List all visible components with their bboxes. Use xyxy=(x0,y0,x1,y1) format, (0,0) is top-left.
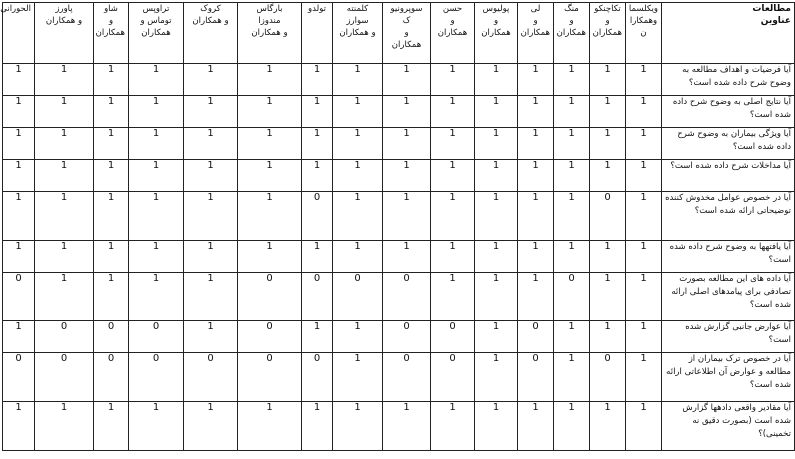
table-body xyxy=(3,64,795,451)
score-cell: 0 xyxy=(590,192,626,241)
score-cell: 1 xyxy=(590,128,626,160)
score-cell: 1 xyxy=(431,402,475,451)
score-cell: 1 xyxy=(431,128,475,160)
score-cell: 0 xyxy=(35,321,94,353)
table-row xyxy=(3,402,795,451)
score-cell: 1 xyxy=(383,402,431,451)
score-cell: 1 xyxy=(184,96,238,128)
score-cell: 0 xyxy=(238,273,302,321)
score-cell: 1 xyxy=(238,64,302,96)
header-study: منگ و همکاران xyxy=(554,3,590,64)
header-study: پاورز و همکاران xyxy=(35,3,94,64)
score-cell: 0 xyxy=(590,353,626,402)
score-cell: 1 xyxy=(184,160,238,192)
header-study: بارگاس مندوزا و همکاران xyxy=(238,3,302,64)
score-cell: 1 xyxy=(626,321,662,353)
score-cell: 1 xyxy=(518,64,554,96)
score-cell: 1 xyxy=(94,160,129,192)
score-cell: 1 xyxy=(626,402,662,451)
score-cell: 1 xyxy=(626,192,662,241)
table-row xyxy=(3,64,795,96)
score-cell: 1 xyxy=(238,128,302,160)
header-study: تراوپس توماس و همکاران xyxy=(129,3,184,64)
score-cell: 1 xyxy=(590,321,626,353)
score-cell: 1 xyxy=(518,96,554,128)
score-cell: 1 xyxy=(475,96,518,128)
criteria-cell: آیا فرضیات و اهداف مطالعه به وضوح شرح داده شده است؟ xyxy=(662,64,795,96)
criteria-cell: آیا یافتهها به وضوح شرح داده شده است؟ xyxy=(662,241,795,273)
score-cell: 1 xyxy=(554,160,590,192)
score-cell: 1 xyxy=(94,96,129,128)
score-cell: 0 xyxy=(302,192,333,241)
score-cell: 1 xyxy=(475,353,518,402)
score-cell: 0 xyxy=(35,353,94,402)
score-cell: 1 xyxy=(383,241,431,273)
score-cell: 1 xyxy=(475,192,518,241)
score-cell: 1 xyxy=(35,402,94,451)
score-cell: 1 xyxy=(626,64,662,96)
score-cell: 0 xyxy=(129,321,184,353)
score-cell: 1 xyxy=(475,160,518,192)
score-cell: 1 xyxy=(129,273,184,321)
score-cell: 1 xyxy=(383,64,431,96)
table-row xyxy=(3,273,795,321)
score-cell: 1 xyxy=(238,241,302,273)
score-cell: 0 xyxy=(554,273,590,321)
score-cell: 1 xyxy=(184,64,238,96)
score-cell: 1 xyxy=(518,160,554,192)
score-cell: 0 xyxy=(431,353,475,402)
score-cell: 1 xyxy=(626,273,662,321)
score-cell: 1 xyxy=(333,353,383,402)
score-cell: 1 xyxy=(626,128,662,160)
score-cell: 1 xyxy=(554,353,590,402)
score-cell: 1 xyxy=(475,241,518,273)
table-row xyxy=(3,353,795,402)
table-row xyxy=(3,321,795,353)
score-cell: 1 xyxy=(3,402,35,451)
score-cell: 0 xyxy=(302,273,333,321)
score-cell: 1 xyxy=(35,96,94,128)
score-cell: 0 xyxy=(431,321,475,353)
header-study: لی و همکاران xyxy=(518,3,554,64)
score-cell: 1 xyxy=(129,241,184,273)
score-cell: 1 xyxy=(184,402,238,451)
score-cell: 1 xyxy=(35,241,94,273)
header-study: شاو و همکاران xyxy=(94,3,129,64)
header-criteria: مطالعات عناوین xyxy=(662,3,795,64)
score-cell: 1 xyxy=(129,160,184,192)
score-cell: 0 xyxy=(518,353,554,402)
score-cell: 1 xyxy=(129,192,184,241)
score-cell: 1 xyxy=(475,402,518,451)
score-cell: 0 xyxy=(238,321,302,353)
score-cell: 0 xyxy=(184,353,238,402)
score-cell: 0 xyxy=(94,321,129,353)
score-cell: 1 xyxy=(302,128,333,160)
score-cell: 1 xyxy=(431,64,475,96)
score-cell: 1 xyxy=(35,160,94,192)
score-cell: 1 xyxy=(590,241,626,273)
criteria-cell: آیا نتایج اصلی به وضوح شرح داده شده است؟ xyxy=(662,96,795,128)
score-cell: 1 xyxy=(333,241,383,273)
score-cell: 1 xyxy=(431,273,475,321)
score-cell: 1 xyxy=(35,128,94,160)
score-cell: 1 xyxy=(518,273,554,321)
score-cell: 1 xyxy=(94,241,129,273)
score-cell: 1 xyxy=(431,241,475,273)
score-cell: 1 xyxy=(590,273,626,321)
header-study: تولدو xyxy=(302,3,333,64)
table-row xyxy=(3,160,795,192)
score-cell: 1 xyxy=(431,192,475,241)
score-cell: 0 xyxy=(238,353,302,402)
score-cell: 1 xyxy=(554,128,590,160)
quality-assessment-table xyxy=(2,2,795,451)
score-cell: 1 xyxy=(35,64,94,96)
score-cell: 1 xyxy=(518,128,554,160)
score-cell: 0 xyxy=(383,321,431,353)
score-cell: 1 xyxy=(184,128,238,160)
score-cell: 1 xyxy=(431,160,475,192)
score-cell: 1 xyxy=(590,160,626,192)
score-cell: 0 xyxy=(302,353,333,402)
score-cell: 1 xyxy=(333,96,383,128)
header-study: تکاچنکو و همکاران xyxy=(590,3,626,64)
score-cell: 1 xyxy=(333,160,383,192)
score-cell: 1 xyxy=(383,128,431,160)
score-cell: 1 xyxy=(475,273,518,321)
score-cell: 1 xyxy=(518,402,554,451)
score-cell: 1 xyxy=(518,192,554,241)
score-cell: 1 xyxy=(554,96,590,128)
score-cell: 1 xyxy=(383,160,431,192)
header-study: کروک و همکاران xyxy=(184,3,238,64)
score-cell: 1 xyxy=(302,160,333,192)
criteria-cell: آیا در خصوص ترک بیماران از مطالعه و عوارض آن اطلاعاتی ارائه شده است؟ xyxy=(662,353,795,402)
score-cell: 1 xyxy=(302,402,333,451)
table-row xyxy=(3,128,795,160)
score-cell: 1 xyxy=(333,321,383,353)
score-cell: 1 xyxy=(554,192,590,241)
score-cell: 1 xyxy=(3,128,35,160)
score-cell: 1 xyxy=(475,128,518,160)
score-cell: 1 xyxy=(184,241,238,273)
score-cell: 0 xyxy=(3,273,35,321)
score-cell: 1 xyxy=(302,96,333,128)
score-cell: 1 xyxy=(129,64,184,96)
score-cell: 1 xyxy=(302,64,333,96)
score-cell: 1 xyxy=(302,321,333,353)
score-cell: 1 xyxy=(626,353,662,402)
table-row xyxy=(3,96,795,128)
score-cell: 1 xyxy=(333,128,383,160)
score-cell: 1 xyxy=(554,402,590,451)
score-cell: 1 xyxy=(302,241,333,273)
score-cell: 0 xyxy=(383,273,431,321)
score-cell: 1 xyxy=(590,64,626,96)
score-cell: 0 xyxy=(518,321,554,353)
score-cell: 1 xyxy=(129,128,184,160)
header-study: الحورانی xyxy=(3,3,35,64)
score-cell: 1 xyxy=(554,241,590,273)
score-cell: 1 xyxy=(94,64,129,96)
score-cell: 1 xyxy=(184,273,238,321)
score-cell: 1 xyxy=(626,241,662,273)
table-row xyxy=(3,192,795,241)
score-cell: 1 xyxy=(518,241,554,273)
criteria-cell: آیا عوارض جانبی گزارش شده است؟ xyxy=(662,321,795,353)
criteria-cell: آیا مقادیر واقعی دادهها گزارش شده است (بصورت دقیق نه تخمینی)؟ xyxy=(662,402,795,451)
score-cell: 1 xyxy=(431,96,475,128)
score-cell: 1 xyxy=(3,241,35,273)
score-cell: 1 xyxy=(333,192,383,241)
score-cell: 1 xyxy=(238,160,302,192)
score-cell: 1 xyxy=(333,64,383,96)
score-cell: 0 xyxy=(94,353,129,402)
score-cell: 1 xyxy=(475,64,518,96)
score-cell: 1 xyxy=(129,96,184,128)
score-cell: 1 xyxy=(3,160,35,192)
score-cell: 1 xyxy=(238,96,302,128)
table-row xyxy=(3,241,795,273)
score-cell: 0 xyxy=(129,353,184,402)
score-cell: 0 xyxy=(3,353,35,402)
score-cell: 1 xyxy=(383,96,431,128)
score-cell: 1 xyxy=(626,160,662,192)
header-study: ویکلسما وهمکارا ن xyxy=(626,3,662,64)
header-study: پولیوس و همکاران xyxy=(475,3,518,64)
score-cell: 1 xyxy=(333,402,383,451)
score-cell: 1 xyxy=(590,96,626,128)
score-cell: 1 xyxy=(94,128,129,160)
header-study: کلمنته سوارز و همکاران xyxy=(333,3,383,64)
criteria-cell: آیا مداخلات شرح داده شده است؟ xyxy=(662,160,795,192)
score-cell: 1 xyxy=(383,192,431,241)
score-cell: 1 xyxy=(238,402,302,451)
score-cell: 0 xyxy=(333,273,383,321)
score-cell: 1 xyxy=(94,402,129,451)
header-study: حسن و همکاران xyxy=(431,3,475,64)
score-cell: 1 xyxy=(3,64,35,96)
score-cell: 1 xyxy=(184,321,238,353)
score-cell: 1 xyxy=(35,192,94,241)
score-cell: 1 xyxy=(554,64,590,96)
score-cell: 1 xyxy=(184,192,238,241)
score-cell: 1 xyxy=(3,321,35,353)
score-cell: 1 xyxy=(626,96,662,128)
header-study: سوپرونیو ک و همکاران xyxy=(383,3,431,64)
score-cell: 1 xyxy=(35,273,94,321)
score-cell: 1 xyxy=(554,321,590,353)
score-cell: 1 xyxy=(129,402,184,451)
score-cell: 1 xyxy=(94,273,129,321)
score-cell: 0 xyxy=(383,353,431,402)
score-cell: 1 xyxy=(3,96,35,128)
criteria-cell: آیا داده های این مطالعه بصورت تصادفی برای پیامدهای اصلی ارائه شده است؟ xyxy=(662,273,795,321)
score-cell: 1 xyxy=(475,321,518,353)
score-cell: 1 xyxy=(590,402,626,451)
header-row xyxy=(3,3,795,64)
criteria-cell: آیا ویژگی بیماران به وضوح شرح داده شده است؟ xyxy=(662,128,795,160)
criteria-cell: آیا در خصوص عوامل مخدوش کننده توضیحاتی ارائه شده است؟ xyxy=(662,192,795,241)
score-cell: 1 xyxy=(94,192,129,241)
score-cell: 1 xyxy=(3,192,35,241)
score-cell: 1 xyxy=(238,192,302,241)
